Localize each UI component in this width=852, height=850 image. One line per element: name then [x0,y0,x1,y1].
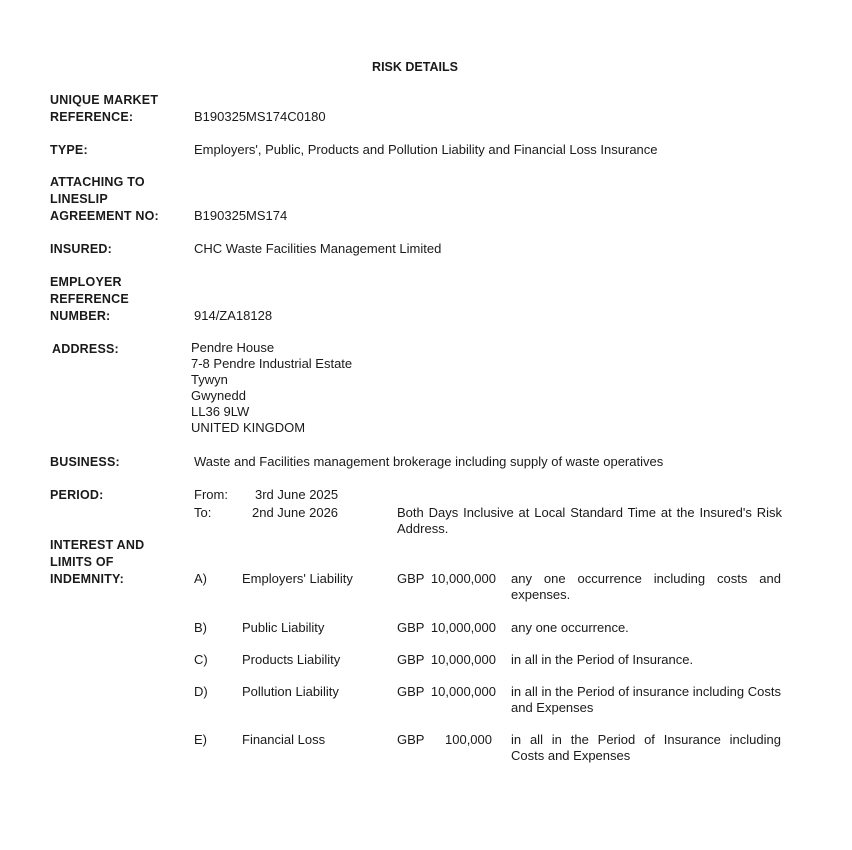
limit-item-letter: D) [194,684,208,699]
lineslip-value: B190325MS174 [194,208,288,223]
limit-item-amount: 10,000,000 [430,652,496,667]
limit-item-currency: GBP [397,732,425,747]
address-line: 7-8 Pendre Industrial Estate [191,356,353,371]
period-to-value: 2nd June 2026 [252,505,339,520]
limit-item-currency: GBP [397,571,425,586]
limit-item-name: Financial Loss [242,732,326,747]
umr-value: B190325MS174C0180 [194,109,326,124]
limit-item-amount: 10,000,000 [430,571,496,586]
period-label: PERIOD: [50,488,104,502]
address-line: UNITED KINGDOM [191,420,306,435]
address-line: Gwynedd [191,388,246,403]
umr-label-line1: UNIQUE MARKET [50,93,159,107]
address-line: LL36 9LW [191,404,250,419]
employer-ref-label-line2: REFERENCE [50,292,129,306]
limit-item-amount: 100,000 [445,732,492,747]
limit-item-letter: C) [194,652,208,667]
limit-item-letter: A) [194,571,207,586]
interest-label-line2: LIMITS OF [50,555,114,569]
interest-label-line1: INTEREST AND [50,538,145,552]
limit-item-currency: GBP [397,620,425,635]
limit-item-currency: GBP [397,652,425,667]
period-note: Both Days Inclusive at Local Standard Time at the Insured's Risk Address. [397,505,782,536]
page-title: RISK DETAILS [372,60,458,74]
address-label: ADDRESS: [52,342,119,356]
limit-item-name: Pollution Liability [242,684,339,699]
address-line: Pendre House [191,340,275,355]
insured-label: INSURED: [50,242,113,256]
lineslip-label-line2: LINESLIP [50,192,108,206]
employer-ref-label-line3: NUMBER: [50,309,111,323]
limit-item-description: in all in the Period of Insurance. [511,652,694,667]
business-label: BUSINESS: [50,455,120,469]
employer-ref-label-line1: EMPLOYER [50,275,122,289]
type-value: Employers', Public, Products and Pollution Liability and Financial Loss Insurance [194,142,658,157]
employer-ref-value: 914/ZA18128 [194,308,273,323]
lineslip-label-line3: AGREEMENT NO: [50,209,159,223]
period-to-label: To: [194,505,212,520]
period-from-label: From: [194,487,228,502]
period-from-value: 3rd June 2025 [255,487,339,502]
limit-item-description: any one occurrence including costs and expenses. [511,571,781,602]
address-line: Tywyn [191,372,228,387]
limit-item-description: any one occurrence. [511,620,629,635]
umr-label-line2: REFERENCE: [50,110,134,124]
limit-item-description: in all in the Period of Insurance including Costs and Expenses [511,732,781,763]
limit-item-name: Public Liability [242,620,325,635]
limit-item-amount: 10,000,000 [430,684,496,699]
business-value: Waste and Facilities management brokerage including supply of waste operatives [194,454,664,469]
limit-item-description: in all in the Period of insurance including Costs and Expenses [511,684,781,715]
limit-item-currency: GBP [397,684,425,699]
lineslip-label-line1: ATTACHING TO [50,175,145,189]
limit-item-amount: 10,000,000 [430,620,496,635]
limit-item-letter: E) [194,732,207,747]
limit-item-name: Employers' Liability [242,571,353,586]
insured-value: CHC Waste Facilities Management Limited [194,241,442,256]
type-label: TYPE: [50,143,88,157]
interest-label-line3: INDEMNITY: [50,572,124,586]
limit-item-letter: B) [194,620,207,635]
limit-item-name: Products Liability [242,652,341,667]
